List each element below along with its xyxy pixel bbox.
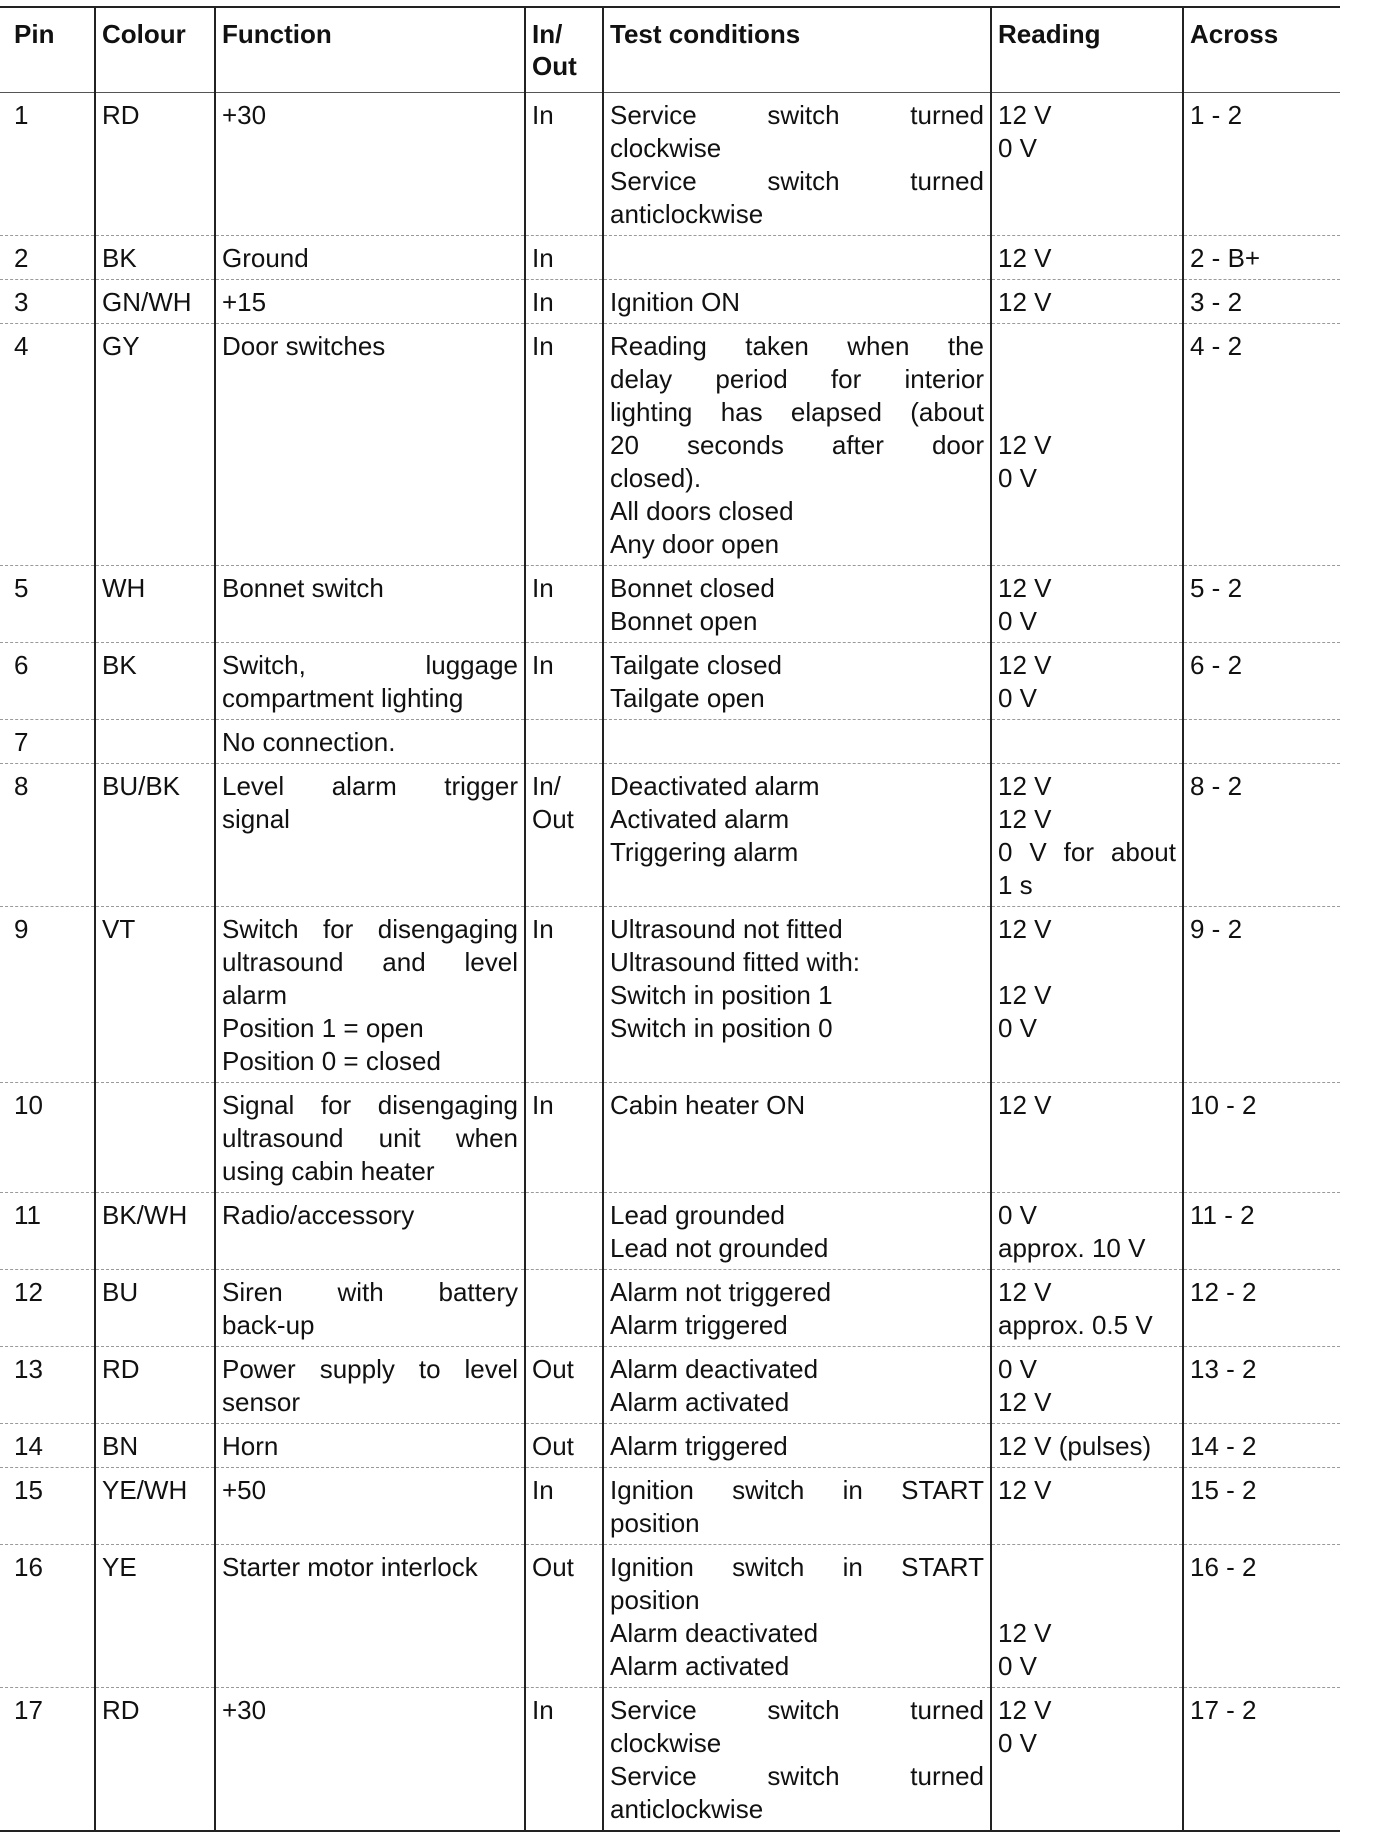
reading-cell-line: 0 V [998, 606, 1038, 636]
across-cell [1183, 720, 1340, 764]
test-conditions-cell-line: Service switch turned [610, 1695, 984, 1725]
table-row [0, 1083, 1340, 1193]
pin-number: 3 [0, 280, 95, 324]
in-out-cell-line: In [532, 1475, 554, 1505]
test-conditions-cell-line: clockwise [610, 1728, 722, 1758]
test-conditions-cell-line: Ignition ON [610, 287, 741, 317]
test-conditions-cell [603, 280, 991, 324]
function-cell-line: sensor [222, 1387, 301, 1417]
test-conditions-cell [603, 93, 991, 236]
in-out-cell [525, 907, 603, 1083]
function-cell-line: Radio/accessory [222, 1200, 415, 1230]
table-row [0, 1688, 1340, 1831]
test-conditions-cell-line: Alarm deactivated [610, 1354, 819, 1384]
test-conditions-cell [603, 764, 991, 907]
test-conditions-cell-line: Lead grounded [610, 1200, 785, 1230]
test-conditions-cell [603, 566, 991, 643]
header-reading: Reading [991, 8, 1183, 93]
function-cell-line: Switch for disengaging [222, 914, 518, 944]
function-cell-line: Door switches [222, 331, 386, 361]
pin-number: 1 [0, 93, 95, 236]
test-conditions-cell [603, 1468, 991, 1545]
reading-cell-line: 0 V [998, 683, 1038, 713]
test-conditions-cell-line: Alarm activated [610, 1387, 790, 1417]
table-row [0, 324, 1340, 566]
function-cell [215, 1193, 525, 1270]
across-cell: 10 - 2 [1183, 1083, 1340, 1193]
in-out-cell-line: Out [532, 804, 574, 834]
in-out-cell [525, 764, 603, 907]
test-conditions-cell-line: Tailgate closed [610, 650, 782, 680]
reading-cell [991, 1193, 1183, 1270]
test-conditions-cell-line: Service switch turned [610, 166, 984, 196]
wire-colour: GY [95, 324, 215, 566]
function-cell-line: compartment lighting [222, 683, 464, 713]
function-cell-line: Siren with battery [222, 1277, 518, 1307]
test-conditions-cell [603, 1347, 991, 1424]
pin-number: 16 [0, 1545, 95, 1688]
table-row [0, 93, 1340, 236]
test-conditions-cell-line: Ultrasound fitted with: [610, 947, 861, 977]
test-conditions-cell-line: Alarm triggered [610, 1431, 788, 1461]
test-conditions-cell [603, 1083, 991, 1193]
reading-cell-line: 12 V (pulses) [998, 1431, 1152, 1461]
function-cell-line: Starter motor interlock [222, 1552, 478, 1582]
in-out-cell [525, 1083, 603, 1193]
in-out-cell [525, 1347, 603, 1424]
pin-number: 12 [0, 1270, 95, 1347]
pin-number: 4 [0, 324, 95, 566]
function-cell-line: +15 [222, 287, 267, 317]
reading-cell-line: 12 V [998, 1618, 1052, 1648]
in-out-cell [525, 236, 603, 280]
pin-number: 15 [0, 1468, 95, 1545]
function-cell-line: Power supply to level [222, 1354, 518, 1384]
reading-cell-line [998, 396, 1176, 429]
test-conditions-cell-line: Service switch turned [610, 1761, 984, 1791]
test-conditions-cell-line: Any door open [610, 529, 780, 559]
function-cell-line: back-up [222, 1310, 315, 1340]
reading-cell [991, 1545, 1183, 1688]
in-out-cell-line: In [532, 1695, 554, 1725]
test-conditions-cell-line: Alarm triggered [610, 1310, 788, 1340]
test-conditions-cell-line: Deactivated alarm [610, 771, 820, 801]
wire-colour: BK [95, 643, 215, 720]
function-cell [215, 764, 525, 907]
across-cell: 4 - 2 [1183, 324, 1340, 566]
test-conditions-cell-line: Switch in position 1 [610, 980, 833, 1010]
function-cell-line: ultrasound unit when [222, 1123, 518, 1153]
reading-cell-line: 1 s [998, 870, 1033, 900]
test-conditions-cell-line: Alarm activated [610, 1651, 790, 1681]
test-conditions-cell [603, 643, 991, 720]
function-cell [215, 1347, 525, 1424]
test-conditions-cell [603, 1688, 991, 1831]
table-row [0, 764, 1340, 907]
wire-colour [95, 720, 215, 764]
function-cell [215, 720, 525, 764]
test-conditions-cell [603, 1424, 991, 1468]
across-cell: 9 - 2 [1183, 907, 1340, 1083]
table-row [0, 280, 1340, 324]
in-out-cell [525, 93, 603, 236]
reading-cell [991, 907, 1183, 1083]
table-row [0, 907, 1340, 1083]
test-conditions-cell-line: clockwise [610, 133, 722, 163]
test-conditions-cell [603, 1193, 991, 1270]
test-conditions-cell [603, 720, 991, 764]
test-conditions-cell-line: Switch in position 0 [610, 1013, 833, 1043]
reading-cell [991, 236, 1183, 280]
in-out-cell-line: In [532, 287, 554, 317]
pin-number: 5 [0, 566, 95, 643]
function-cell-line: No connection. [222, 727, 396, 757]
in-out-cell [525, 1545, 603, 1688]
table-row [0, 1424, 1340, 1468]
table-row [0, 720, 1340, 764]
reading-cell-line: 12 V [998, 573, 1052, 603]
header-function: Function [215, 8, 525, 93]
pin-table [0, 8, 1340, 1830]
across-cell: 1 - 2 [1183, 93, 1340, 236]
table-row [0, 1193, 1340, 1270]
reading-cell-line: 0 V for about [998, 837, 1176, 867]
pin-number: 10 [0, 1083, 95, 1193]
reading-cell-line: 12 V [998, 1277, 1052, 1307]
test-conditions-cell-line: Activated alarm [610, 804, 790, 834]
test-conditions-cell-line: position [610, 1585, 700, 1615]
function-cell-line: +30 [222, 100, 267, 130]
test-conditions-cell-line: closed). [610, 463, 702, 493]
function-cell [215, 1468, 525, 1545]
wire-colour: YE [95, 1545, 215, 1688]
wire-colour: RD [95, 1688, 215, 1831]
reading-cell [991, 1424, 1183, 1468]
test-conditions-cell-line: Triggering alarm [610, 837, 799, 867]
in-out-cell-line: Out [532, 1431, 574, 1461]
test-conditions-cell-line: delay period for interior [610, 364, 984, 394]
pin-number: 7 [0, 720, 95, 764]
across-cell: 8 - 2 [1183, 764, 1340, 907]
header-in-out: In/ Out [525, 8, 603, 93]
in-out-cell-line: In/ [532, 771, 561, 801]
in-out-cell-line: Out [532, 1552, 574, 1582]
reading-cell-line: 12 V [998, 1090, 1052, 1120]
function-cell-line: Level alarm trigger [222, 771, 518, 801]
across-cell: 17 - 2 [1183, 1688, 1340, 1831]
table-row [0, 236, 1340, 280]
reading-cell-line: 0 V [998, 1013, 1038, 1043]
reading-cell [991, 1347, 1183, 1424]
reading-cell-line: approx. 0.5 V [998, 1310, 1153, 1340]
pin-number: 9 [0, 907, 95, 1083]
reading-cell-line: 0 V [998, 1200, 1038, 1230]
across-cell: 14 - 2 [1183, 1424, 1340, 1468]
wire-colour: RD [95, 93, 215, 236]
reading-cell-line: 12 V [998, 650, 1052, 680]
table-row [0, 566, 1340, 643]
test-conditions-cell-line: All doors closed [610, 496, 794, 526]
test-conditions-cell-line: lighting has elapsed (about [610, 397, 984, 427]
in-out-cell [525, 1424, 603, 1468]
function-cell [215, 280, 525, 324]
function-cell-line: +30 [222, 1695, 267, 1725]
test-conditions-cell-line: Ignition switch in START [610, 1552, 984, 1582]
function-cell [215, 566, 525, 643]
test-conditions-cell-line: 20 seconds after door [610, 430, 984, 460]
pin-number: 17 [0, 1688, 95, 1831]
table-row [0, 1347, 1340, 1424]
reading-cell-line [998, 1551, 1176, 1584]
test-conditions-cell-line: Lead not grounded [610, 1233, 829, 1263]
function-cell [215, 1424, 525, 1468]
in-out-cell [525, 280, 603, 324]
function-cell-line: using cabin heater [222, 1156, 435, 1186]
wire-colour: WH [95, 566, 215, 643]
reading-cell-line: 12 V [998, 287, 1052, 317]
across-cell: 12 - 2 [1183, 1270, 1340, 1347]
reading-cell-line [998, 946, 1176, 979]
header-test-conditions: Test conditions [603, 8, 991, 93]
across-cell: 3 - 2 [1183, 280, 1340, 324]
function-cell [215, 643, 525, 720]
across-cell: 5 - 2 [1183, 566, 1340, 643]
function-cell-line: Ground [222, 243, 309, 273]
wire-colour: VT [95, 907, 215, 1083]
in-out-cell [525, 324, 603, 566]
across-cell: 13 - 2 [1183, 1347, 1340, 1424]
in-out-cell-line: In [532, 573, 554, 603]
reading-cell-line [998, 330, 1176, 363]
reading-cell [991, 720, 1183, 764]
wire-colour: YE/WH [95, 1468, 215, 1545]
function-cell [215, 907, 525, 1083]
in-out-cell [525, 643, 603, 720]
function-cell-line: Horn [222, 1431, 279, 1461]
test-conditions-cell [603, 236, 991, 280]
across-cell: 16 - 2 [1183, 1545, 1340, 1688]
table-row [0, 1468, 1340, 1545]
function-cell-line: alarm [222, 980, 288, 1010]
test-conditions-cell-line: Alarm not triggered [610, 1277, 832, 1307]
test-conditions-cell [603, 1270, 991, 1347]
reading-cell-line: 12 V [998, 1475, 1052, 1505]
reading-cell-line: 12 V [998, 980, 1052, 1010]
wire-colour [95, 1083, 215, 1193]
test-conditions-cell-line: Bonnet closed [610, 573, 775, 603]
test-conditions-cell [603, 1545, 991, 1688]
reading-cell-line: 0 V [998, 1651, 1038, 1681]
test-conditions-cell-line: Service switch turned [610, 100, 984, 130]
reading-cell [991, 566, 1183, 643]
test-conditions-cell-line: anticlockwise [610, 199, 764, 229]
reading-cell-line [998, 363, 1176, 396]
test-conditions-cell-line: Alarm deactivated [610, 1618, 819, 1648]
function-cell-line: ultrasound and level [222, 947, 518, 977]
reading-cell-line: 12 V [998, 914, 1052, 944]
pin-number: 6 [0, 643, 95, 720]
pin-number: 13 [0, 1347, 95, 1424]
function-cell-line: Switch, luggage [222, 650, 518, 680]
function-cell [215, 324, 525, 566]
across-cell: 6 - 2 [1183, 643, 1340, 720]
across-cell: 11 - 2 [1183, 1193, 1340, 1270]
reading-cell-line: 0 V [998, 133, 1038, 163]
reading-cell-line: approx. 10 V [998, 1233, 1146, 1263]
pin-number: 14 [0, 1424, 95, 1468]
pin-assignment-table [0, 6, 1340, 1832]
in-out-cell [525, 720, 603, 764]
header-pin: Pin [14, 19, 55, 49]
reading-cell-line: 12 V [998, 243, 1052, 273]
function-cell-line: signal [222, 804, 290, 834]
function-cell-line: +50 [222, 1475, 267, 1505]
wire-colour: BN [95, 1424, 215, 1468]
reading-cell [991, 1468, 1183, 1545]
wire-colour: BU [95, 1270, 215, 1347]
reading-cell-line: 12 V [998, 771, 1052, 801]
wire-colour: BK [95, 236, 215, 280]
function-cell-line: Position 1 = open [222, 1013, 424, 1043]
in-out-cell [525, 1270, 603, 1347]
wire-colour: BU/BK [95, 764, 215, 907]
reading-cell-line: 12 V [998, 1695, 1052, 1725]
function-cell-line: Bonnet switch [222, 573, 384, 603]
function-cell [215, 1688, 525, 1831]
table-row [0, 1270, 1340, 1347]
reading-cell [991, 1083, 1183, 1193]
function-cell [215, 1270, 525, 1347]
pin-number: 11 [0, 1193, 95, 1270]
function-cell-line: Signal for disengaging [222, 1090, 518, 1120]
in-out-cell-line: Out [532, 1354, 574, 1384]
in-out-cell-line: In [532, 1090, 554, 1120]
in-out-cell-line: In [532, 243, 554, 273]
header-colour: Colour [95, 8, 215, 93]
reading-cell-line: 12 V [998, 1387, 1052, 1417]
function-cell [215, 93, 525, 236]
in-out-cell [525, 1468, 603, 1545]
test-conditions-cell [603, 324, 991, 566]
reading-cell-line: 12 V [998, 804, 1052, 834]
test-conditions-cell-line: position [610, 1508, 700, 1538]
reading-cell-line: 0 V [998, 1728, 1038, 1758]
in-out-cell [525, 1193, 603, 1270]
function-cell [215, 1083, 525, 1193]
table-header-row [0, 8, 1340, 93]
reading-cell [991, 1688, 1183, 1831]
test-conditions-cell-line: anticlockwise [610, 1794, 764, 1824]
test-conditions-cell-line: Reading taken when the [610, 331, 984, 361]
in-out-cell-line: In [532, 914, 554, 944]
table-body [0, 93, 1340, 1831]
test-conditions-cell [603, 907, 991, 1083]
table-row [0, 643, 1340, 720]
in-out-cell-line: In [532, 650, 554, 680]
in-out-cell-line: In [532, 331, 554, 361]
wire-colour: BK/WH [95, 1193, 215, 1270]
function-cell-line: Position 0 = closed [222, 1046, 441, 1076]
reading-cell-line: 12 V [998, 430, 1052, 460]
reading-cell [991, 324, 1183, 566]
reading-cell-line [998, 1584, 1176, 1617]
reading-cell [991, 93, 1183, 236]
wire-colour: RD [95, 1347, 215, 1424]
in-out-cell [525, 566, 603, 643]
in-out-cell [525, 1688, 603, 1831]
reading-cell [991, 280, 1183, 324]
reading-cell-line: 12 V [998, 100, 1052, 130]
across-cell: 2 - B+ [1183, 236, 1340, 280]
test-conditions-cell-line: Cabin heater ON [610, 1090, 806, 1120]
wire-colour: GN/WH [95, 280, 215, 324]
table-row [0, 1545, 1340, 1688]
test-conditions-cell-line: Bonnet open [610, 606, 758, 636]
test-conditions-cell-line: Tailgate open [610, 683, 765, 713]
reading-cell-line: 0 V [998, 463, 1038, 493]
header-across: Across [1183, 8, 1340, 93]
reading-cell [991, 764, 1183, 907]
function-cell [215, 1545, 525, 1688]
function-cell [215, 236, 525, 280]
test-conditions-cell-line: Ignition switch in START [610, 1475, 984, 1505]
reading-cell [991, 1270, 1183, 1347]
pin-number: 8 [0, 764, 95, 907]
in-out-cell-line: In [532, 100, 554, 130]
test-conditions-cell-line: Ultrasound not fitted [610, 914, 843, 944]
reading-cell [991, 643, 1183, 720]
pin-number: 2 [0, 236, 95, 280]
across-cell: 15 - 2 [1183, 1468, 1340, 1545]
reading-cell-line: 0 V [998, 1354, 1038, 1384]
